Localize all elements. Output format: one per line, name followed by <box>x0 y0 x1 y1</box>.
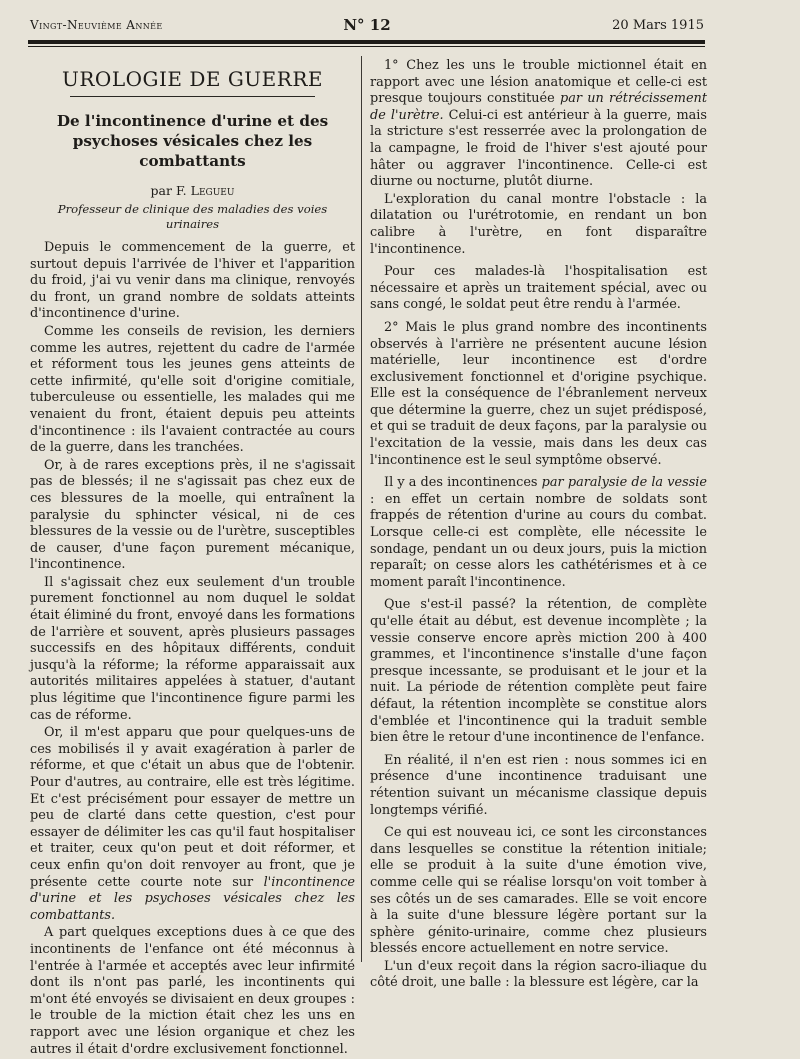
header-issue-number: N° 12 <box>343 16 391 34</box>
header-thick-rule <box>28 40 705 44</box>
left-column <box>30 58 355 1059</box>
paragraph: Il s'agissait chez eux seulement d'un trouble purement fonctionnel au nom duquel le soldat était éliminé du front, envoyé dans les formations de l'arrière et souvent, après plusieurs passages successifs en des hôpitaux différents, conduit jusqu'à la réforme; la réforme apparaissait aux autorités militaires appelées à statuer, d'autant plus légitime que l'incontinence figure parmi les cas de réforme. <box>30 574 355 723</box>
paragraph-text: Or, il m'est apparu que pour quelques-uns de ces mobilisés il y avait exagération à parler de réforme, et que c'était un abus que de l'obtenir. Pour d'autres, au contraire, elle est très légitime. Et c'est précisément pour essayer de mettre un peu de clarté dans cette question, c'est pour essayer de délimiter les cas qu'il faut hospitaliser et traiter, ceux qu'on peut et doit réformer, et ceux enfin qu'on doit renvoyer au front, que je présente cette courte note sur <box>30 725 355 890</box>
paragraph-italic-text: par paralysie de la vessie <box>541 475 707 491</box>
paragraph-text: : en effet un certain nombre de soldats sont frappés de rétention d'urine au cours du combat. Lorsque celle-ci est complète, elle nécessite le sondage, pendant un ou deux jours, puis la miction reparaît; on cesse alors les cathétérismes et à ce moment paraît l'incontinence. <box>370 491 707 590</box>
paragraph: Ce qui est nouveau ici, ce sont les circonstances dans lesquelles se constitue la rétention initiale; elle se produit à la suite d'une émotion vive, comme celle qui se réalise lorsqu'on voit tomber à ses côtés un de ses camarades. Elle se voit encore à la suite d'une blessure légère portant sur la sphère génito-urinaire, comme chez plusieurs blessés encore actuellement en notre service. <box>370 825 707 957</box>
paragraph: L'exploration du canal montre l'obstacle : la dilatation ou l'urétrotomie, en rendant un bon calibre à l'urètre, en font disparaître l'incontinence. <box>370 191 707 257</box>
section-title: UROLOGIE DE GUERRE <box>62 67 323 91</box>
section-title-rule <box>70 96 315 97</box>
paragraph: Comme les conseils de revision, les derniers comme les autres, rejettent du cadre de l'armée et réforment tous les jeunes gens atteints de cette infirmité, qu'elle soit d'origine comitiale, tuberculeuse ou essentielle, les malades qui me venaient du front, étaient depuis peu atteints d'incontinence : ils l'avaient contractée au cours de la guerre, dans les tranchées. <box>30 323 355 456</box>
header-volume: Vingt-Neuvième Année <box>30 18 163 32</box>
paragraph: Or, à de rares exceptions près, il ne s'agissait pas de blessés; il ne s'agissait pas chez eux de ces blessures de la moelle, qui entraînent la paralysie du sphincter vésical, ni de ces blessures de la vessie ou de l'urètre, susceptibles de causer, d'une façon purement mécanique, l'incontinence. <box>30 457 355 573</box>
paragraph: Que s'est-il passé? la rétention, de complète qu'elle était au début, est devenue incomplète ; la vessie conserve encore après miction 200 à 400 grammes, et l'incontinence s'installe d'une façon presque incessante, se produisant et le jour et la nuit. La période de rétention complète peut faire défaut, la rétention incomplète se constitue alors d'emblée et l'incontinence qui la traduit semble bien être le retour d'une incontinence de l'enfance. <box>370 597 707 746</box>
paragraph-text: Il y a des incontinences <box>384 475 542 491</box>
paragraph <box>370 475 707 591</box>
paragraph: En réalité, il n'en est rien : nous sommes ici en présence d'une incontinence traduisant une rétention suivant un mécanisme classique depuis longtemps vérifié. <box>370 752 707 818</box>
author-affiliation: Professeur de clinique des maladies des voies urinaires <box>57 202 328 231</box>
paragraph-italic-text: par un rétrécissement de l'urètre. <box>370 91 707 123</box>
paragraph <box>370 58 707 191</box>
paragraph <box>30 725 355 924</box>
byline <box>30 183 355 199</box>
column-divider <box>361 56 362 962</box>
paragraph: 2° Mais le plus grand nombre des incontinents observés à l'arrière ne présentent aucune lésion matérielle, leur incontinence est d'ordre exclusivement fonctionnel et d'origine psychique. Elle est la conséquence de l'ébranlement nerveux que détermine la guerre, chez un sujet prédisposé, et qui se traduit de deux façons, par la paralysie ou l'excitation de la vessie, mais dans les deux cas l'incontinence est le seul symptôme observé. <box>370 319 707 468</box>
author-name: Legueu <box>190 183 235 198</box>
paragraph-text: Celui-ci est antérieur à la guerre, mais la stricture s'est resserrée avec la prolongation de la campagne, le froid de l'hiver s'est ajouté pour hâter ou aggraver l'incontinence. Celle-ci est diurne ou nocturne, plutôt diurne. <box>370 107 707 190</box>
paragraph-text: 1° Chez les uns le trouble mictionnel était en rapport avec une lésion anatomique et celle-ci est presque toujours constituée <box>370 58 707 107</box>
header-thin-rule <box>28 46 705 47</box>
paragraph-italic-text: l'incontinence d'urine et les psychoses vésicales chez les combattants. <box>30 874 355 923</box>
right-column <box>370 58 707 993</box>
paragraph: Depuis le commencement de la guerre, et surtout depuis l'arrivée de l'hiver et l'apparition du froid, j'ai vu venir dans ma clinique, renvoyés du front, un grand nombre de soldats atteints d'incontinence d'urine. <box>30 240 355 322</box>
paragraph: A part quelques exceptions dues à ce que des incontinents de l'enfance ont été méconnus à l'entrée à l'armée et acceptés avec leur infirmité dont ils n'ont pas parlé, les incontinents qui m'ont été envoyés se divisaient en deux groupes : le trouble de la miction était chez les uns en rapport avec une lésion organique et chez les autres il était d'ordre exclusivement fonctionnel. <box>30 925 355 1057</box>
byline-prefix: par F. <box>150 183 187 198</box>
paragraph: Pour ces malades-là l'hospitalisation est nécessaire et après un traitement spécial, avec ou sans congé, le soldat peut être rendu à l'armée. <box>370 264 707 313</box>
running-header <box>30 18 704 38</box>
paragraph: L'un d'eux reçoit dans la région sacro-iliaque du côté droit, une balle : la blessure est légère, car la <box>370 958 707 991</box>
header-date: 20 Mars 1915 <box>612 18 704 33</box>
article-title: De l'incontinence d'urine et des psychoses vésicales chez les combattants <box>56 112 329 170</box>
